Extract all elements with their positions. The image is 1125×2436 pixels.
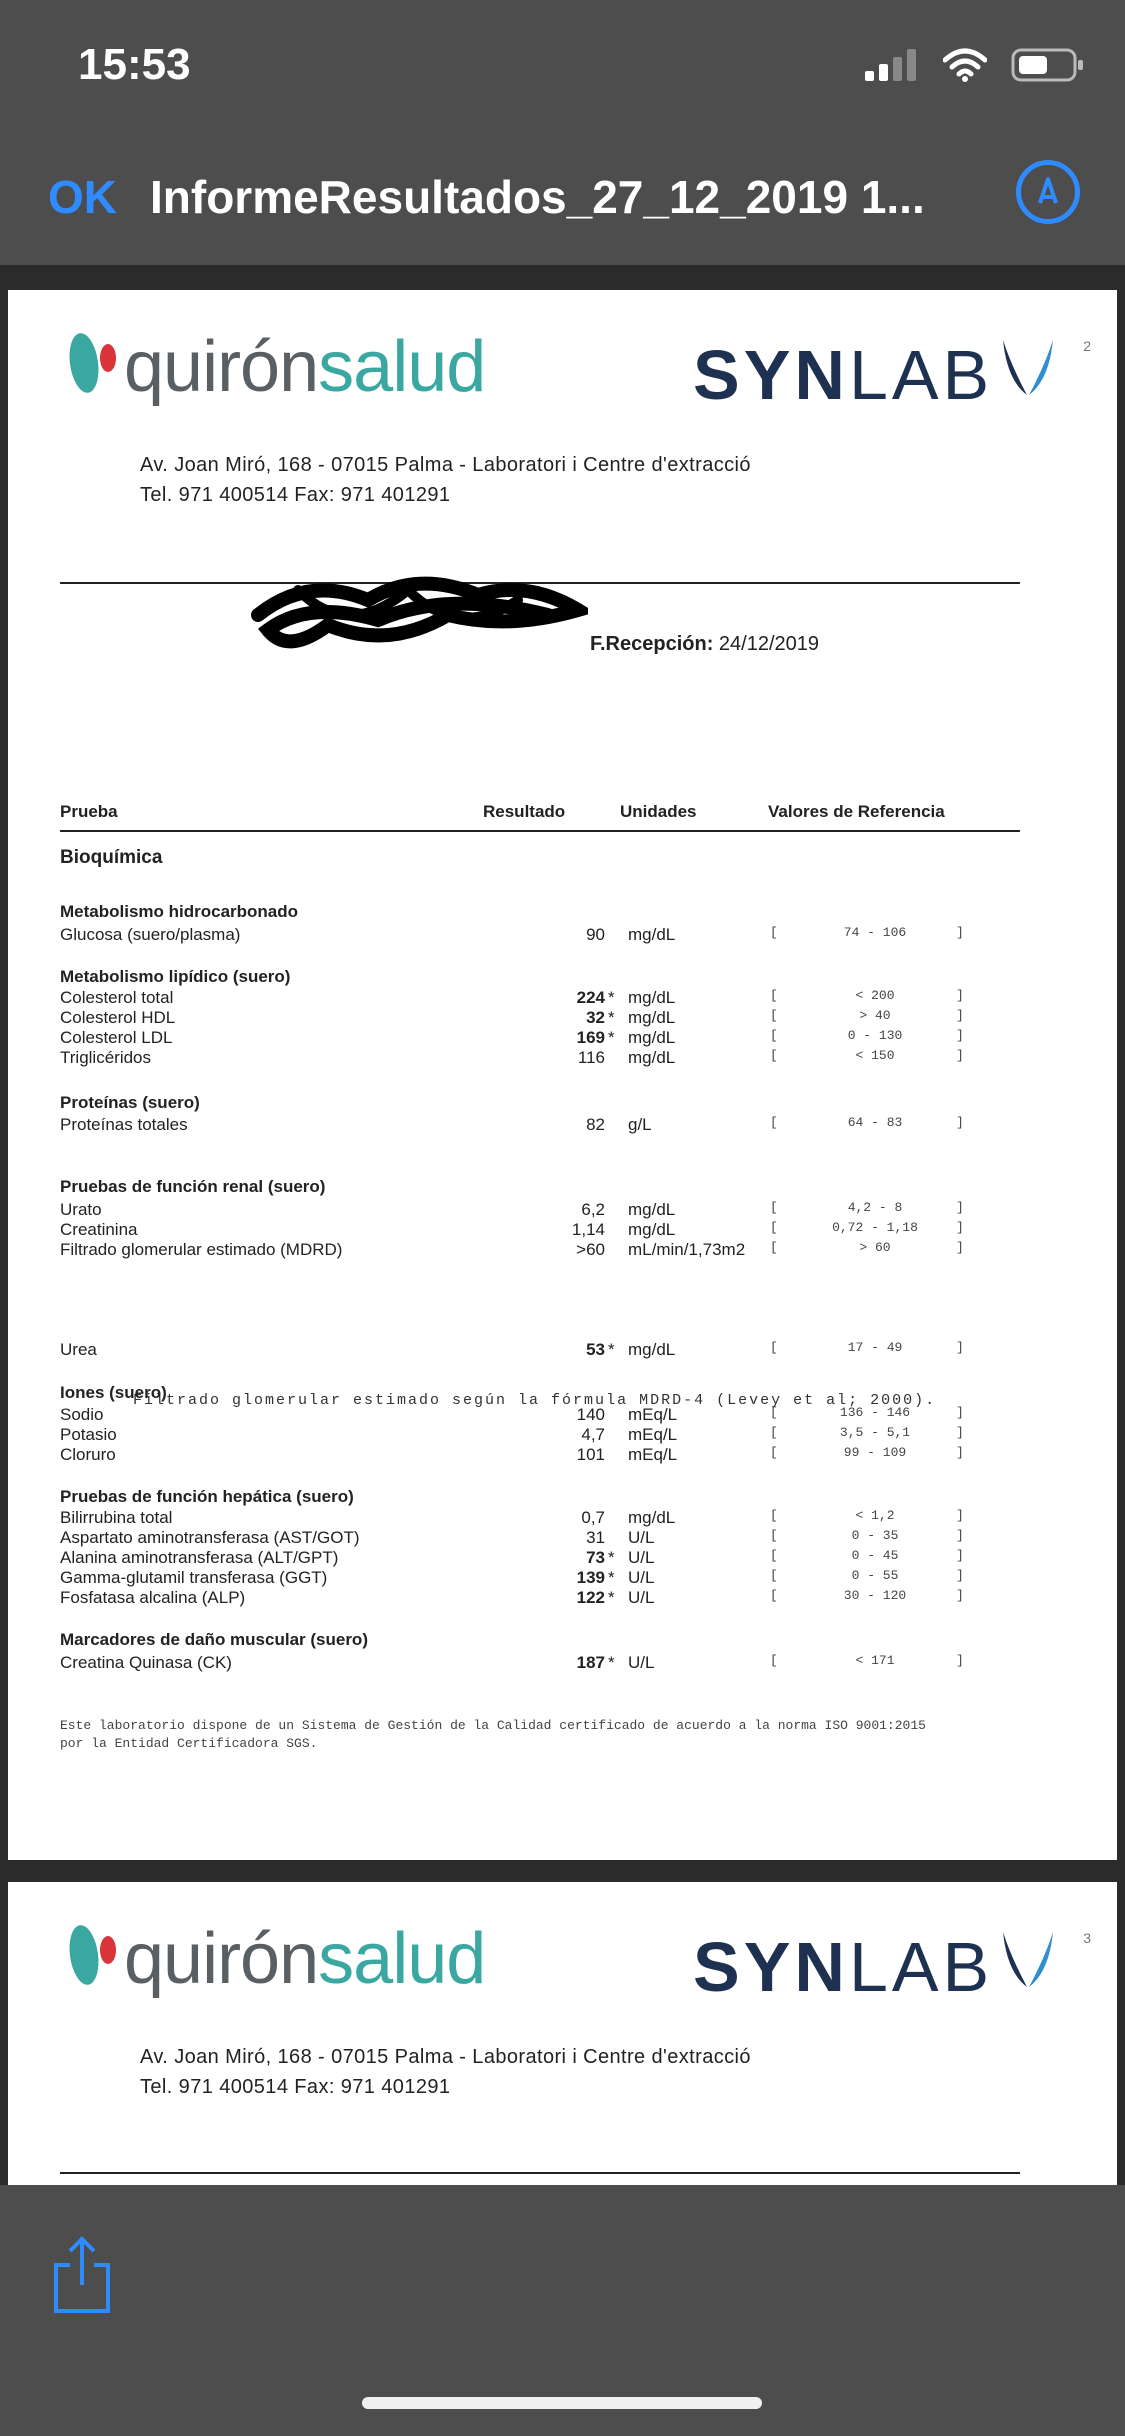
group-title: Pruebas de función renal (suero) xyxy=(60,1177,326,1196)
result-row: Aspartato aminotransferasa (AST/GOT) 31 U/L [ 0 - 35 ] xyxy=(60,1528,964,1547)
quironsalud-leaf-icon xyxy=(64,1920,124,1995)
reception-date-value: 24/12/2019 xyxy=(718,633,820,655)
result-row: Proteínas totales 82 g/L [ 64 - 83 ] xyxy=(60,1115,964,1134)
result-row: Potasio 4,7 mEq/L [ 3,5 - 5,1 ] xyxy=(60,1425,964,1444)
synlab-wing-icon xyxy=(993,335,1063,415)
header-test: Prueba xyxy=(60,802,118,821)
phone-fax-line: Tel. 971 400514 Fax: 971 401291 xyxy=(140,484,451,506)
group-title: Proteínas (suero) xyxy=(60,1093,200,1112)
group-title: Metabolismo lipídico (suero) xyxy=(60,967,291,986)
result-row: Cloruro 101 mEq/L [ 99 - 109 ] xyxy=(60,1445,964,1464)
result-row: Colesterol total 224 * mg/dL [ < 200 ] xyxy=(60,988,964,1007)
result-row: Bilirrubina total 0,7 mg/dL [ < 1,2 ] xyxy=(60,1508,964,1527)
pdf-viewer[interactable] xyxy=(0,265,1125,2185)
group-title: Marcadores de daño muscular (suero) xyxy=(60,1630,368,1649)
synlab-logo xyxy=(693,1927,1063,2007)
logo-lab-text: LAB xyxy=(848,1928,994,2006)
header-reference: Valores de Referencia xyxy=(768,802,945,821)
results-table-header xyxy=(60,798,1020,832)
header-divider xyxy=(60,2172,1020,2174)
result-row: Gamma-glutamil transferasa (GGT) 139 * U/L [ 0 - 55 ] xyxy=(60,1568,964,1587)
lab-address xyxy=(140,2042,751,2102)
result-row: Fosfatasa alcalina (ALP) 122 * U/L [ 30 - 120 ] xyxy=(60,1588,964,1607)
quironsalud-logo xyxy=(64,327,486,407)
logo-quiron-text: quirón xyxy=(124,1919,319,1999)
quironsalud-logo xyxy=(64,1919,486,1999)
quironsalud-leaf-icon xyxy=(64,328,124,403)
result-row: Colesterol LDL 169 * mg/dL [ 0 - 130 ] xyxy=(60,1028,964,1047)
logo-salud-text: salud xyxy=(318,327,486,407)
pdf-page-3 xyxy=(8,1882,1117,2185)
markup-button[interactable] xyxy=(1016,160,1080,224)
page-number: 2 xyxy=(1083,338,1091,354)
address-line: Av. Joan Miró, 168 - 07015 Palma - Laboratori i Centre d'extracció xyxy=(140,2046,751,2068)
result-row: Creatina Quinasa (CK) 187 * U/L [ < 171 ] xyxy=(60,1653,964,1672)
footer-line: por la Entidad Certificadora SGS. xyxy=(60,1736,318,1751)
result-row: Urea 53 * mg/dL [ 17 - 49 ] xyxy=(60,1340,964,1359)
result-row: Urato 6,2 mg/dL [ 4,2 - 8 ] xyxy=(60,1200,964,1219)
footer-line: Este laboratorio dispone de un Sistema de Gestión de la Calidad certificado de acuerdo a la norma ISO 9001:2015 xyxy=(60,1718,926,1733)
result-row: Glucosa (suero/plasma) 90 mg/dL [ 74 - 106 ] xyxy=(60,925,964,944)
pdf-page-2 xyxy=(8,290,1117,1860)
result-row: Sodio 140 mEq/L [ 136 - 146 ] xyxy=(60,1405,964,1424)
battery-icon xyxy=(1011,48,1085,82)
logo-syn-text: SYN xyxy=(693,336,849,414)
result-row: Filtrado glomerular estimado (MDRD) >60 mL/min/1,73m2 [ > 60 ] xyxy=(60,1240,964,1259)
share-icon xyxy=(50,2235,114,2315)
lab-address xyxy=(140,450,751,510)
share-button[interactable] xyxy=(50,2235,114,2320)
page-number: 3 xyxy=(1083,1930,1091,1946)
document-title: InformeResultados_27_12_2019 1... xyxy=(150,171,925,223)
logo-lab-text: LAB xyxy=(848,336,994,414)
synlab-wing-icon xyxy=(993,1927,1063,2007)
address-line: Av. Joan Miró, 168 - 07015 Palma - Laboratori i Centre d'extracció xyxy=(140,454,751,476)
header-result: Resultado xyxy=(483,802,566,821)
home-indicator[interactable] xyxy=(362,2397,762,2409)
status-bar xyxy=(0,0,1125,140)
result-row: Triglicéridos 116 mg/dL [ < 150 ] xyxy=(60,1048,964,1067)
header-units: Unidades xyxy=(620,802,697,821)
group-title: Pruebas de función hepática (suero) xyxy=(60,1487,354,1506)
bottom-toolbar xyxy=(0,2185,1125,2436)
reception-date xyxy=(590,633,819,656)
result-row: Alanina aminotransferasa (ALT/GPT) 73 * U/L [ 0 - 45 ] xyxy=(60,1548,964,1567)
logo-syn-text: SYN xyxy=(693,1928,849,2006)
section-title: Bioquímica xyxy=(60,847,163,868)
result-row: Colesterol HDL 32 * mg/dL [ > 40 ] xyxy=(60,1008,964,1027)
mdrd-note: Filtrado glomerular estimado según la fórmula MDRD-4 (Levey et al; 2000). xyxy=(133,1392,937,1409)
logo-salud-text: salud xyxy=(318,1919,486,1999)
group-title: Metabolismo hidrocarbonado xyxy=(60,902,299,921)
synlab-logo xyxy=(693,335,1063,415)
status-icons xyxy=(865,48,1085,82)
result-row: Creatinina 1,14 mg/dL [ 0,72 - 1,18 ] xyxy=(60,1220,964,1239)
status-time: 15:53 xyxy=(78,40,191,89)
quality-footer xyxy=(60,1717,1100,1753)
redacted-name-scribble xyxy=(248,570,588,660)
reception-label: F.Recepción: xyxy=(590,633,714,655)
signal-icon xyxy=(865,49,919,81)
logo-quiron-text: quirón xyxy=(124,327,319,407)
group-title: Iones (suero) xyxy=(60,1383,167,1402)
phone-fax-line: Tel. 971 400514 Fax: 971 401291 xyxy=(140,2076,451,2098)
wifi-icon xyxy=(943,48,987,82)
markup-icon xyxy=(1021,165,1075,219)
document-nav-bar xyxy=(0,140,1125,270)
ok-button[interactable]: OK xyxy=(48,171,117,223)
